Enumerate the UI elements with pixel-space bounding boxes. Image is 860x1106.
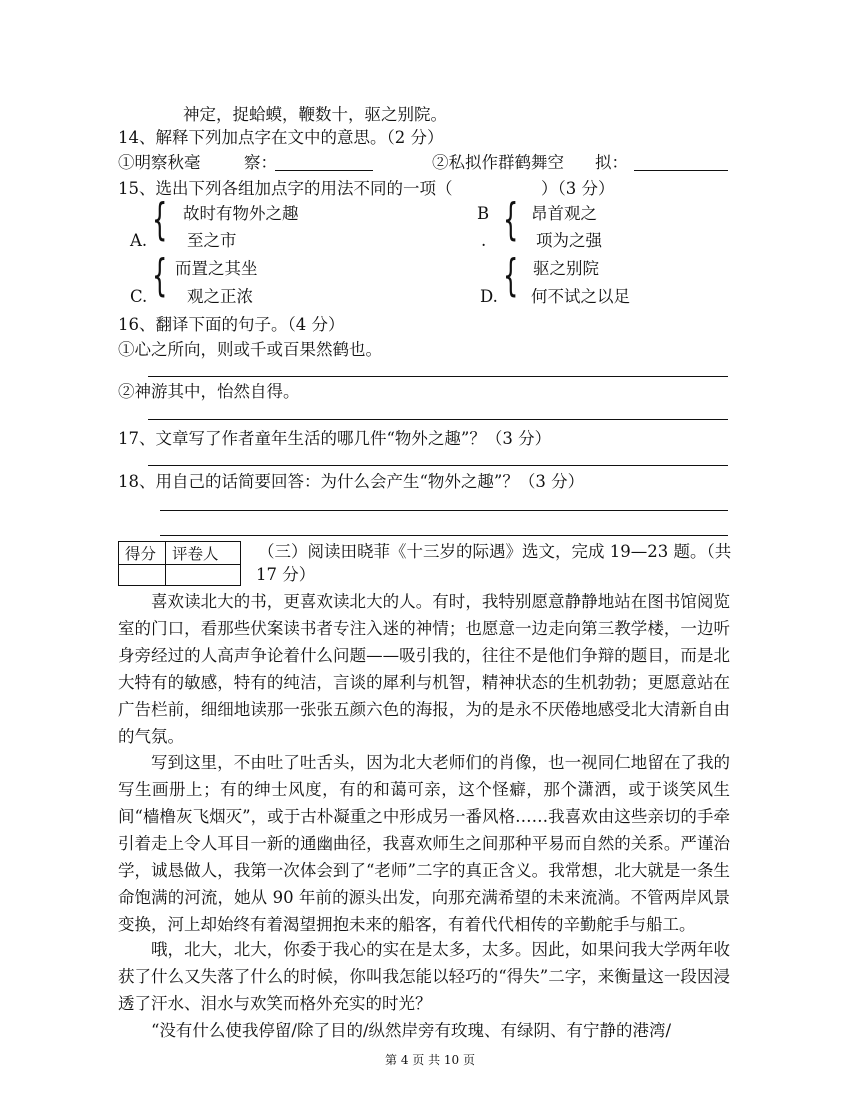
grader-header: 评卷人 <box>166 542 241 565</box>
passage-paragraph-4: “没有什么使我停留/除了目的/纵然岸旁有玫瑰、有绿阴、有宁静的港湾/ <box>151 1021 672 1040</box>
section3-title-line2: 17 分） <box>256 565 316 584</box>
q18-answer-line-2 <box>160 535 728 536</box>
prev-text: 神定，捉蛤蟆，鞭数十，驱之别院。 <box>183 105 447 124</box>
q14-item2: ②私拟作群鹤舞空 <box>432 153 564 172</box>
q16-sentence-2: ②神游其中，怡然自得。 <box>118 382 300 401</box>
q16-sentence-1: ①心之所向，则或千或百果然鹤也。 <box>118 340 382 359</box>
q17-answer-line <box>148 465 728 466</box>
q14-item2-word: 拟： <box>595 153 628 172</box>
q15-a2: 至之市 <box>187 231 237 250</box>
q15-d1: 驱之别院 <box>533 259 599 278</box>
q15-option-d-label: D. <box>480 287 498 306</box>
q15-b2: 项为之强 <box>536 231 602 250</box>
q15-title-tail: ）（3 分） <box>541 179 615 198</box>
q15-option-b-label: B <box>477 204 490 223</box>
q15-a1: 故时有物外之趣 <box>183 204 299 223</box>
q14-item1-word: 察： <box>244 153 277 172</box>
q15-title: 15、选出下列各组加点字的用法不同的一项（ <box>118 179 453 198</box>
q15-b1: 昂首观之 <box>531 204 597 223</box>
q15-d2: 何不试之以足 <box>531 287 630 306</box>
q15-brace-b: { <box>503 194 519 245</box>
section3-title-line1: （三）阅读田晓菲《十三岁的际遇》选文，完成 19—23 题。（共 <box>258 542 732 561</box>
q14-item1-text: ①明察秋毫 <box>118 153 201 172</box>
q15-brace-d: { <box>503 250 519 301</box>
q15-brace-c: { <box>152 250 168 301</box>
passage-paragraph-2: 写到这里，不由吐了吐舌头，因为北大老师们的肖像，也一视同仁地留在了我的写生画册上；有的绅士风度，有的和蔼可亲，这个怪癖，那个潇洒，或于谈笑风生间“樯橹灰飞烟灭”，或于古朴凝重之中形成另一番风格……我喜欢由这些亲切的手牵引着走上令人耳目一新的通幽曲径，我喜欢师生之间那种平易而自然的关系。严谨治学，诚恳做人，我第一次体会到了“老师”二字的真正含义。我常想，北大就是一条生命饱满的河流，她从 90 年前的源头出发，向那充满希望的未来流淌。不管两岸风景变换，河上却始终有着渴望拥抱未来的船客，有着代代相传的辛勤舵手与船工。 <box>118 753 730 934</box>
score-header: 得分 <box>119 542 166 565</box>
page-footer: 第 4 页 共 10 页 <box>385 1053 475 1067</box>
q15-c1: 而置之其坐 <box>175 259 258 278</box>
q15-option-c-label: C. <box>130 287 148 306</box>
q14-title: 14、解释下列加点字在文中的意思。（2 分） <box>118 128 444 147</box>
q17-title: 17、文章写了作者童年生活的哪几件“物外之趣”？（3 分） <box>118 429 552 448</box>
q15-option-b-dot: . <box>481 231 487 250</box>
q16-answer-line-2 <box>148 419 728 420</box>
q18-answer-line-1 <box>160 510 728 511</box>
q16-title: 16、翻译下面的句子。（4 分） <box>118 315 345 334</box>
score-cell[interactable] <box>119 565 166 586</box>
q14-item1 <box>118 152 201 174</box>
q14-answer-line-2 <box>634 170 728 171</box>
q18-title: 18、用自己的话简要回答：为什么会产生“物外之趣”？（3 分） <box>118 472 585 491</box>
q15-c2: 观之正浓 <box>187 287 253 306</box>
passage-paragraph-1: 喜欢读北大的书，更喜欢读北大的人。有时，我特别愿意静静地站在图书馆阅览室的门口，看那些伏案读书者专注入迷的神情；也愿意一边走向第三教学楼，一边听身旁经过的人高声争论着什么问题——吸引我的，往往不是他们争辩的题目，而是北大特有的敏感，特有的纯洁，言谈的犀利与机智，精神状态的生机勃勃；更愿意站在广告栏前，细细地读那一张张五颜六色的海报，为的是永不厌倦地感受北大清新自由的气氛。 <box>118 592 730 746</box>
q16-answer-line-1 <box>148 376 728 377</box>
q14-answer-line-1 <box>275 170 373 171</box>
score-table <box>118 541 241 586</box>
q15-option-a-label: A. <box>130 231 148 250</box>
q15-brace-a: { <box>152 194 168 245</box>
passage-paragraph-3: 哦，北大，北大，你委于我心的实在是太多，太多。因此，如果问我大学两年收获了什么又失落了什么的时候，你叫我怎能以轻巧的“得失”二字，来衡量这一段因浸透了汗水、泪水与欢笑而格外充实的时光？ <box>118 940 730 1013</box>
grader-cell[interactable] <box>166 565 241 586</box>
